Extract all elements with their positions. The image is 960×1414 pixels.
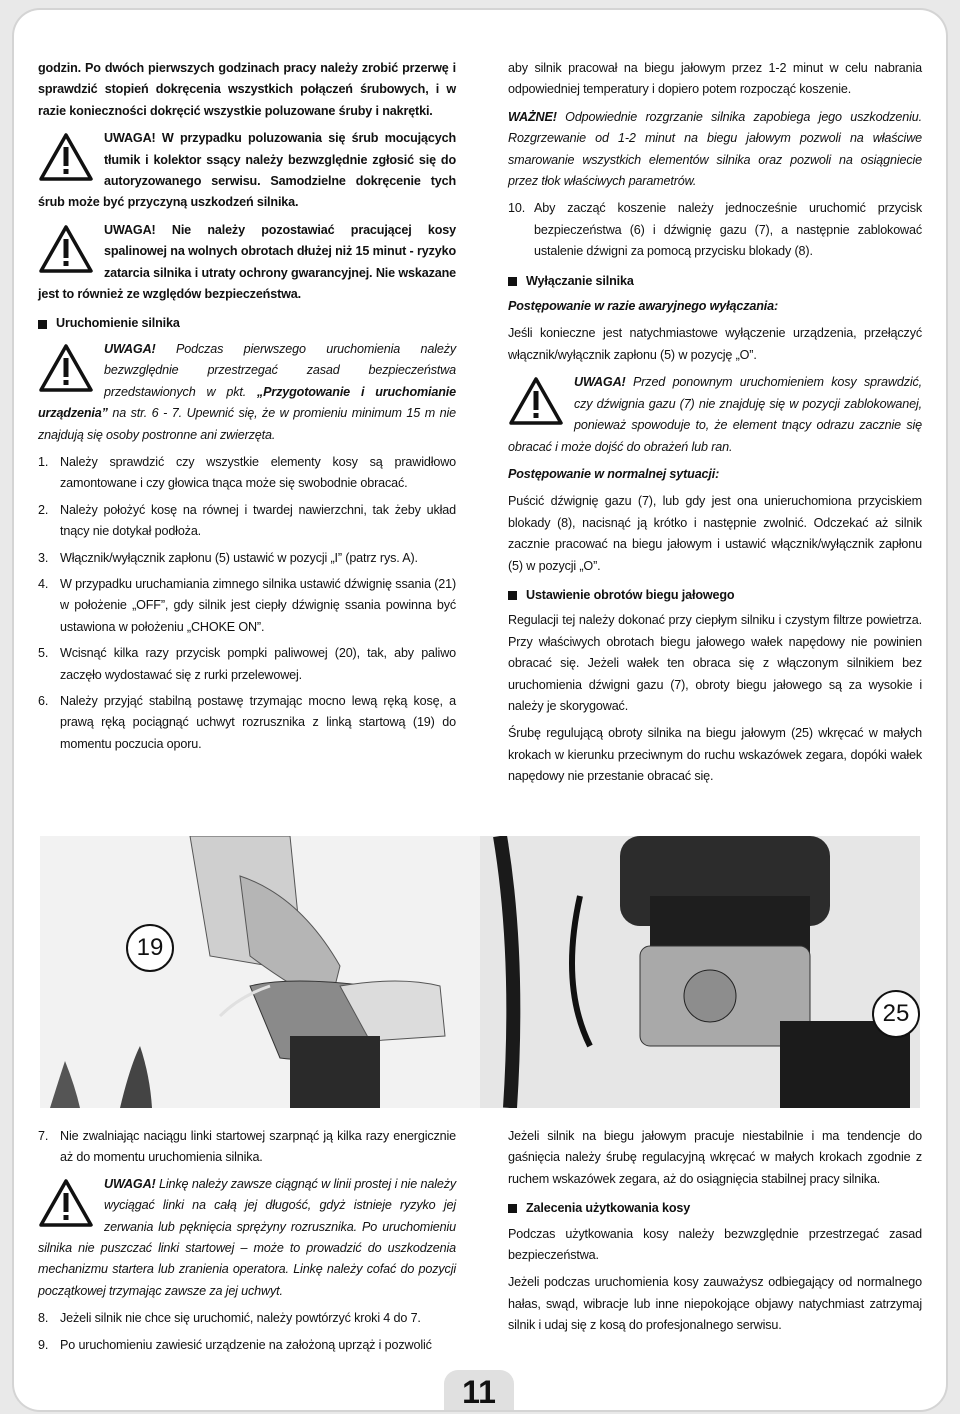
warning-text: W przypadku poluzowania się śrub mocujących tłumik i kolektor ssący należy bezwzględnie zgłosić się do autoryzowanego serwisu. Samodzielne dokręcenie tych śrub może być przyczyną uszkodzeń silnika.: [38, 131, 456, 210]
list-item: 4. W przypadku uruchamiania zimnego silnika ustawić dźwignię ssania (21) w położenie „OFF”, gdy silnik jest ciepły dźwignię ssania powinna być ustawiona w położeniu „CHOKE ON”.: [38, 576, 456, 634]
important-text: Odpowiednie rozgrzanie silnika zapobiega jego uszkodzeniu. Rozgrzewanie od 1-2 minut na biegu jałowym pozwoli na właściwe smarowanie wszystkich elementów silnika oraz pozwoli na osiągniecie przez tłok właściwych parametrów.: [508, 109, 922, 189]
left-column-top: [38, 58, 456, 760]
bullet-square-icon: [38, 320, 47, 329]
subheading: Postępowanie w razie awaryjnego wyłączania:: [508, 299, 779, 314]
warning-block: [38, 339, 456, 446]
list-item: 6. Należy przyjąć stabilną postawę trzymając mocno lewą ręką kosę, a prawą ręką pociągnąć uchwyt rozrusznika z linką startową (19) do momentu poczucia oporu.: [38, 693, 456, 751]
list-item: 8. Jeżeli silnik nie chce się uruchomić, należy powtórzyć kroki 4 do 7.: [38, 1311, 421, 1326]
subheading: Postępowanie w normalnej sytuacji:: [508, 466, 720, 481]
bullet-square-icon: [508, 1204, 517, 1213]
warning-text: Linkę należy zawsze ciągnąć w linii prostej i nie należy wyciągać linki na całą jej długość, gdyż istnieje ryzyko jej zerwania lub pęknięcia sprężyny rozrusznika. Po uruchomieniu silnika nie puszczać linki startowej – może to prowadzić do uszkodzenia mechanizmu startera lub zranienia operatora. Linkę należy cofać do pozycji początkowej trzymając zawsze za jej uchwyt.: [38, 1176, 456, 1298]
warning-block: [38, 128, 456, 214]
warning-block: [508, 372, 922, 458]
list-item: 5. Wcisnąć kilka razy przycisk pompki paliwowej (20), tak, aby paliwo zaczęło wydostawać się z rurki przelewowej.: [38, 646, 456, 682]
right-column-top: [508, 58, 922, 794]
warning-triangle-icon: [38, 1178, 94, 1228]
starter-illustration: [40, 836, 480, 1108]
list-item: 10. Aby zacząć koszenie należy jednocześnie uruchomić przycisk bezpieczeństwa (6) i dźwignię gazu (7), a następnie zablokować ustalenie dźwigni za pomocą przycisku blokady (8).: [508, 201, 922, 259]
right-column-bottom: [508, 1126, 922, 1343]
paragraph: Puścić dźwignię gazu (7), lub gdy jest ona unieruchomiona przyciskiem blokady (8), nacisnąć ją krótko i następnie zwolnić. Odczekać aż silnik zacznie pracować na biegu jałowym i ustawić włącznik/wyłącznik zapłonu (5) w pozycji „O”.: [508, 494, 922, 573]
callout-label: 25: [872, 990, 920, 1038]
paragraph: Podczas użytkowania kosy należy bezwzględnie przestrzegać zasad bezpieczeństwa.: [508, 1226, 922, 1263]
left-column-bottom: [38, 1126, 456, 1361]
page-number: 11: [444, 1370, 514, 1410]
warning-text: na str. 6 - 7. Upewnić się, że w promieniu minimum 15 m nie znajdują się osoby postronne ani zwierzęta.: [38, 406, 456, 442]
warning-triangle-icon: [38, 132, 94, 182]
section-heading: Ustawienie obrotów biegu jałowego: [508, 585, 922, 606]
paragraph: aby silnik pracował na biegu jałowym przez 1-2 minut w celu nabrania odpowiedniej temperatury i dopiero potem rozpocząć koszenie.: [508, 61, 922, 97]
warning-block: [38, 1174, 456, 1302]
warning-text: Nie należy pozostawiać pracującej kosy spalinowej na wolnych obrotach dłużej niż 15 minut - ryzyko zatarcia silnika i utraty ochrony gwarancyjnej. Nie wskazane jest to również ze względów bezpieczeństwa.: [38, 222, 456, 302]
section-heading: Uruchomienie silnika: [38, 313, 456, 334]
paragraph: godzin. Po dwóch pierwszych godzinach pracy należy zrobić przerwę i sprawdzić stopień dokręcenia wszystkich połączeń śrubowych, i w razie konieczności dokręcić wszystkie poluzowane śruby i nakrętki.: [38, 61, 456, 118]
list-item: 7. Nie zwalniając naciągu linki startowej szarpnąć ją kilka razy energicznie aż do momentu uruchomienia silnika.: [38, 1129, 456, 1165]
warning-block: [38, 220, 456, 306]
bullet-square-icon: [508, 591, 517, 600]
list-item: 1. Należy sprawdzić czy wszystkie elementy kosy są prawidłowo zamontowane i czy głowica tnąca może się swobodnie obracać.: [38, 454, 456, 491]
warning-label: UWAGA!: [104, 222, 156, 237]
section-heading: Wyłączanie silnika: [508, 271, 922, 292]
warning-triangle-icon: [38, 224, 94, 274]
paragraph: Śrubę regulującą obroty silnika na biegu jałowym (25) wkręcać w małych krokach w kierunku przeciwnym do ruchu wskazówek zegara, dopóki wałek napędowy nie przestanie obracać się.: [508, 726, 922, 784]
paragraph: Jeśli konieczne jest natychmiastowe wyłączenie urządzenia, przełączyć włącznik/wyłącznik zapłonu (5) w pozycję „O”.: [508, 326, 922, 362]
warning-triangle-icon: [508, 376, 564, 426]
illustration-figure: [40, 836, 920, 1108]
section-heading: Zalecenia użytkowania kosy: [508, 1198, 922, 1219]
list-item: 3. Włącznik/wyłącznik zapłonu (5) ustawić w pozycji „I” (patrz rys. A).: [38, 550, 418, 565]
paragraph: Regulacji tej należy dokonać przy ciepłym silniku i czystym filtrze powietrza. Przy właściwych obrotach biegu jałowego wałek napędowy nie powinien obracać się. Jeżeli wałek ten obraca się z włączonym silnikiem bez uruchomienia dźwigni gazu (7), obroty biegu jałowego są za wysokie i należy je skorygować.: [508, 613, 922, 713]
important-label: WAŻNE!: [508, 109, 557, 124]
warning-triangle-icon: [38, 343, 94, 393]
warning-label: UWAGA!: [104, 341, 156, 356]
list-item: 2. Należy położyć kosę na równej i twardej nawierzchni, tak żeby układ tnący nie dotykał podłoża.: [38, 502, 456, 539]
carburetor-illustration: [480, 836, 920, 1108]
warning-label: UWAGA!: [104, 1176, 156, 1191]
warning-label: UWAGA!: [104, 131, 156, 146]
paragraph: Jeżeli silnik na biegu jałowym pracuje niestabilnie i ma tendencje do gaśnięcia należy śrubę regulacyjną wkręcać w małych krokach zgodnie z ruchem wskazówek zegara, aż do osiągnięcia stabilnej pracy silnika.: [508, 1129, 922, 1186]
list-item: 9. Po uruchomieniu zawiesić urządzenie na założoną uprząż i pozwolić: [38, 1337, 432, 1352]
warning-text: Przed ponownym uruchomieniem kosy sprawdzić, czy dźwignia gazu (7) nie znajduję się w pozycji zablokowanej, ponieważ spowoduje to, że element tnący odrazu zacznie się obracać i może dojść do obrażeń lub ran.: [508, 375, 922, 454]
warning-label: UWAGA!: [574, 375, 626, 390]
section-reference: „Przygotowanie i uruchomianie urządzenia”: [38, 384, 456, 421]
paragraph: Jeżeli podczas uruchomienia kosy zauważysz odbiegający od normalnego hałas, swąd, wibracje lub inne niepokojące objawy natychmiast zatrzymaj silnik i udaj się z kosą do profesjonalnego serwisu.: [508, 1275, 922, 1333]
step-list: [38, 452, 456, 755]
bullet-square-icon: [508, 277, 517, 286]
callout-label: 19: [126, 924, 174, 972]
warning-text: Podczas pierwszego uruchomienia należy bezwzględnie przestrzegać zasad bezpieczeństwa przedstawionych w pkt.: [104, 341, 456, 399]
